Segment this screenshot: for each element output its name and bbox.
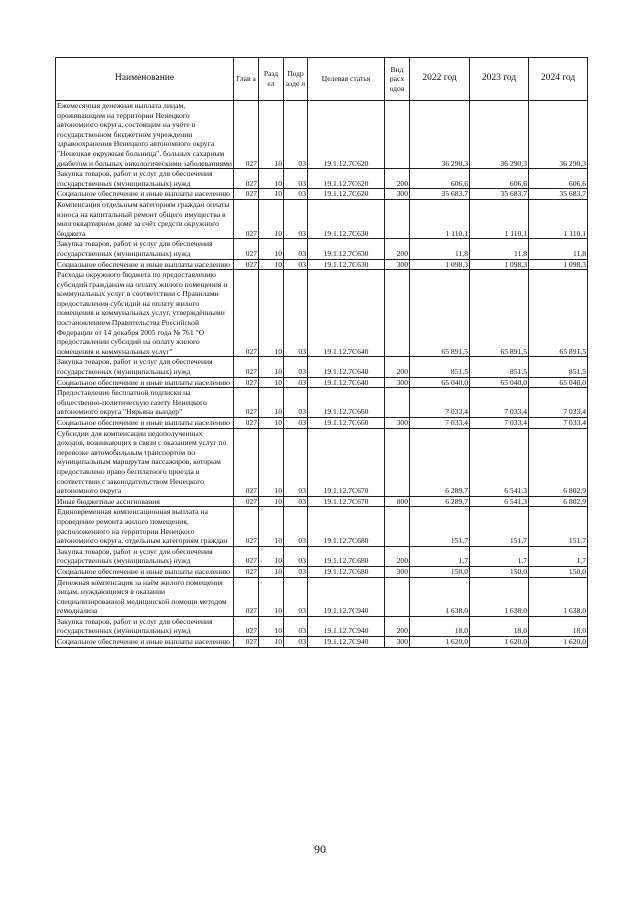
cell-y2023: 6 541,3 [470, 496, 529, 507]
table-row [56, 418, 588, 429]
cell-razdel: 10 [259, 616, 284, 636]
cell-y2023: 7 033,4 [470, 388, 529, 418]
cell-y2023: 35 683,7 [470, 189, 529, 200]
cell-y2022: 1 110,1 [410, 199, 470, 238]
table-row [56, 199, 588, 238]
cell-razdel: 10 [259, 101, 284, 169]
table-row [56, 388, 588, 418]
cell-podrazdel: 03 [284, 507, 308, 546]
cell-vid: 200 [385, 616, 410, 636]
cell-podrazdel: 03 [284, 377, 308, 388]
cell-name: Денежная компенсация за наём жилого помещения лицам, нуждающимся в оказании специализированной медицинской помощи методом гемодиализа [56, 577, 234, 616]
table-row [56, 377, 588, 388]
cell-y2022: 6 289,7 [410, 428, 470, 496]
cell-y2022: 11,8 [410, 239, 470, 259]
cell-glava: 027 [234, 577, 259, 616]
cell-y2024: 35 683,7 [529, 189, 588, 200]
cell-y2022: 150,0 [410, 566, 470, 577]
cell-y2022: 606,6 [410, 169, 470, 189]
table-row [56, 357, 588, 377]
header-glava: Глав а [234, 58, 259, 101]
cell-statya: 19.1.12.7С680 [308, 507, 385, 546]
cell-razdel: 10 [259, 199, 284, 238]
cell-glava: 027 [234, 566, 259, 577]
header-2023: 2023 год [470, 58, 529, 101]
table-row [56, 101, 588, 169]
table-body [56, 101, 588, 648]
cell-razdel: 10 [259, 496, 284, 507]
cell-statya: 19.1.12.7С620 [308, 101, 385, 169]
cell-glava: 027 [234, 507, 259, 546]
cell-vid [385, 577, 410, 616]
cell-statya: 19.1.12.7С670 [308, 428, 385, 496]
cell-y2024: 7 033,4 [529, 388, 588, 418]
cell-vid: 200 [385, 239, 410, 259]
cell-razdel: 10 [259, 239, 284, 259]
cell-y2022: 7 033,4 [410, 418, 470, 429]
table-row [56, 428, 588, 496]
cell-y2024: 7 033,4 [529, 418, 588, 429]
cell-statya: 19.1.12.7С630 [308, 199, 385, 238]
cell-vid: 200 [385, 169, 410, 189]
cell-y2024: 1 620,0 [529, 637, 588, 648]
cell-y2023: 1,7 [470, 546, 529, 566]
cell-podrazdel: 03 [284, 637, 308, 648]
table-row [56, 259, 588, 270]
header-vid: Вид расх одов [385, 58, 410, 101]
cell-vid: 800 [385, 496, 410, 507]
cell-name: Закупка товаров, работ и услуг для обеспечения государственных (муниципальных) нужд [56, 357, 234, 377]
cell-vid: 300 [385, 566, 410, 577]
cell-vid: 300 [385, 637, 410, 648]
page-number: 90 [314, 842, 326, 856]
table-row [56, 189, 588, 200]
cell-y2024: 1 110,1 [529, 199, 588, 238]
header-podrazdel: Подр азде л [284, 58, 308, 101]
cell-razdel: 10 [259, 189, 284, 200]
cell-glava: 027 [234, 199, 259, 238]
cell-y2022: 1 638,0 [410, 577, 470, 616]
cell-y2023: 7 033,4 [470, 418, 529, 429]
cell-glava: 027 [234, 239, 259, 259]
cell-vid: 300 [385, 259, 410, 270]
cell-y2023: 606,6 [470, 169, 529, 189]
cell-name: Социальное обеспечение и иные выплаты населению [56, 566, 234, 577]
cell-y2023: 1 110,1 [470, 199, 529, 238]
cell-y2024: 11,8 [529, 239, 588, 259]
cell-name: Закупка товаров, работ и услуг для обеспечения государственных (муниципальных) нужд [56, 616, 234, 636]
cell-statya: 19.1.12.7С620 [308, 189, 385, 200]
cell-glava: 027 [234, 388, 259, 418]
cell-statya: 19.1.12.7С670 [308, 496, 385, 507]
cell-statya: 19.1.12.7С940 [308, 577, 385, 616]
cell-y2023: 151,7 [470, 507, 529, 546]
cell-podrazdel: 03 [284, 189, 308, 200]
cell-y2022: 18,0 [410, 616, 470, 636]
cell-name: Закупка товаров, работ и услуг для обеспечения государственных (муниципальных) нужд [56, 546, 234, 566]
cell-y2023: 65 891,5 [470, 270, 529, 357]
cell-name: Закупка товаров, работ и услуг для обеспечения государственных (муниципальных) нужд [56, 169, 234, 189]
cell-glava: 027 [234, 428, 259, 496]
cell-razdel: 10 [259, 357, 284, 377]
cell-razdel: 10 [259, 577, 284, 616]
table-row [56, 507, 588, 546]
cell-y2023: 65 040,0 [470, 377, 529, 388]
cell-y2023: 11,8 [470, 239, 529, 259]
cell-y2024: 36 290,3 [529, 101, 588, 169]
cell-statya: 19.1.12.7С630 [308, 259, 385, 270]
cell-glava: 027 [234, 259, 259, 270]
cell-y2024: 6 802,9 [529, 428, 588, 496]
header-2022: 2022 год [410, 58, 470, 101]
cell-podrazdel: 03 [284, 101, 308, 169]
cell-podrazdel: 03 [284, 259, 308, 270]
cell-podrazdel: 03 [284, 418, 308, 429]
cell-glava: 027 [234, 101, 259, 169]
cell-statya: 19.1.12.7С680 [308, 566, 385, 577]
cell-vid [385, 428, 410, 496]
table-row [56, 496, 588, 507]
cell-y2022: 1 098,3 [410, 259, 470, 270]
cell-statya: 19.1.12.7С630 [308, 239, 385, 259]
cell-y2023: 36 290,3 [470, 101, 529, 169]
cell-glava: 027 [234, 169, 259, 189]
cell-y2023: 851,5 [470, 357, 529, 377]
cell-statya: 19.1.12.7С680 [308, 546, 385, 566]
table-row [56, 546, 588, 566]
budget-table [55, 57, 588, 648]
cell-statya: 19.1.12.7С940 [308, 616, 385, 636]
cell-name: Ежемесячная денежная выплата лицам, проживающим на территории Ненецкого автономного округа, состоящим на учёте в государственном бюджетном учреждении здравоохранения Ненецкого автономного округа "Ненецкая окружная больница", больных сахарным диабетом и больных онкологическими заболеваниями [57, 101, 232, 168]
cell-y2023: 150,0 [470, 566, 529, 577]
header-name: Наименование [56, 58, 234, 101]
cell-name: Предоставление бесплатной подписки на общественно-политическую газету Ненецкого автономного округа "Нярьяна вындер" [56, 388, 234, 418]
cell-y2022: 65 891,5 [410, 270, 470, 357]
table-row [56, 566, 588, 577]
cell-y2023: 1 638,0 [470, 577, 529, 616]
cell-y2023: 18,0 [470, 616, 529, 636]
header-row [56, 58, 588, 101]
cell-y2024: 65 040,0 [529, 377, 588, 388]
cell-statya: 19.1.12.7С660 [308, 388, 385, 418]
cell-vid: 300 [385, 418, 410, 429]
cell-podrazdel: 03 [284, 270, 308, 357]
cell-glava: 027 [234, 418, 259, 429]
cell-name: Социальное обеспечение и иные выплаты населению [56, 189, 234, 200]
cell-y2024: 18,0 [529, 616, 588, 636]
cell-name: Социальное обеспечение и иные выплаты населению [56, 418, 234, 429]
cell-razdel: 10 [259, 377, 284, 388]
cell-vid [385, 388, 410, 418]
cell-statya: 19.1.12.7С660 [308, 418, 385, 429]
cell-y2023: 1 098,3 [470, 259, 529, 270]
cell-y2024: 6 802,9 [529, 496, 588, 507]
cell-podrazdel: 03 [284, 546, 308, 566]
cell-podrazdel: 03 [284, 496, 308, 507]
cell-vid: 200 [385, 357, 410, 377]
table-row [56, 637, 588, 648]
cell-y2022: 851,5 [410, 357, 470, 377]
cell-vid: 300 [385, 189, 410, 200]
cell-statya: 19.1.12.7С620 [308, 169, 385, 189]
cell-y2024: 65 891,5 [529, 270, 588, 357]
cell-glava: 027 [234, 496, 259, 507]
cell-name: Единовременная компенсационная выплата на проведение ремонта жилого помещения, расположенного на территории Ненецкого автономного округа, отдельным категориям граждан [56, 507, 234, 546]
cell-y2022: 35 683,7 [410, 189, 470, 200]
table-row [56, 616, 588, 636]
cell-statya: 19.1.12.7С640 [308, 270, 385, 357]
table-row [56, 270, 588, 357]
cell-y2022: 7 033,4 [410, 388, 470, 418]
cell-y2022: 6 289,7 [410, 496, 470, 507]
cell-name: Субсидии для компенсации недополученных доходов, возникающих в связи с оказанием услуг по перевозке автомобильным транспортом по муниципальным маршрутам пассажиров, которым предоставлено право бесплатного проезда в соответствии с законодательством Ненецкого автономного округа [56, 428, 234, 496]
cell-razdel: 10 [259, 566, 284, 577]
cell-podrazdel: 03 [284, 577, 308, 616]
cell-name: Социальное обеспечение и иные выплаты населению [56, 259, 234, 270]
cell-vid [385, 270, 410, 357]
cell-vid: 300 [385, 377, 410, 388]
cell-y2022: 65 040,0 [410, 377, 470, 388]
cell-razdel: 10 [259, 388, 284, 418]
cell-glava: 027 [234, 377, 259, 388]
cell-y2024: 606,6 [529, 169, 588, 189]
cell-y2022: 151,7 [410, 507, 470, 546]
cell-podrazdel: 03 [284, 169, 308, 189]
cell-razdel: 10 [259, 428, 284, 496]
cell-podrazdel: 03 [284, 239, 308, 259]
cell-y2022: 1,7 [410, 546, 470, 566]
cell-razdel: 10 [259, 169, 284, 189]
cell-y2024: 151,7 [529, 507, 588, 546]
cell-y2024: 1,7 [529, 546, 588, 566]
cell-vid: 200 [385, 546, 410, 566]
header-2024: 2024 год [529, 58, 588, 101]
cell-y2022: 36 290,3 [410, 101, 470, 169]
cell-podrazdel: 03 [284, 199, 308, 238]
cell-podrazdel: 03 [284, 428, 308, 496]
cell-y2023: 1 620,0 [470, 637, 529, 648]
cell-glava: 027 [234, 270, 259, 357]
cell-glava: 027 [234, 637, 259, 648]
cell-podrazdel: 03 [284, 388, 308, 418]
cell-statya: 19.1.12.7С940 [308, 637, 385, 648]
cell-vid [385, 507, 410, 546]
table-row [56, 169, 588, 189]
cell-razdel: 10 [259, 546, 284, 566]
cell-name: Компенсация отдельным категориям граждан оплаты взноса на капитальный ремонт общего имущества в многоквартирном доме за счёт средств окружного бюджета [56, 199, 234, 238]
cell-glava: 027 [234, 189, 259, 200]
cell-vid [385, 101, 410, 169]
cell-y2022: 1 620,0 [410, 637, 470, 648]
cell-statya: 19.1.12.7С640 [308, 357, 385, 377]
cell-podrazdel: 03 [284, 357, 308, 377]
cell-y2024: 851,5 [529, 357, 588, 377]
cell-vid [385, 199, 410, 238]
cell-glava: 027 [234, 546, 259, 566]
cell-y2024: 150,0 [529, 566, 588, 577]
table-row [56, 577, 588, 616]
cell-name: Расходы окружного бюджета по предоставлению субсидий гражданам на оплату жилого помещения и коммунальных услуг в соответствии с Правилами предоставления субсидий на оплату жилого помещения и коммунальных услуг, утверждёнными постановлением Правительства Российской Федерации от 14 декабря 2005 года № 761 "О предоставлении субсидий на оплату жилого помещения и коммунальных услуг" [56, 270, 234, 357]
header-statya: Целевая статья [308, 58, 385, 101]
cell-y2023: 6 541,3 [470, 428, 529, 496]
cell-name: Иные бюджетные ассигнования [56, 496, 234, 507]
cell-podrazdel: 03 [284, 616, 308, 636]
cell-y2024: 1 638,0 [529, 577, 588, 616]
cell-razdel: 10 [259, 418, 284, 429]
cell-name: Социальное обеспечение и иные выплаты населению [56, 637, 234, 648]
cell-glava: 027 [234, 616, 259, 636]
cell-razdel: 10 [259, 507, 284, 546]
cell-statya: 19.1.12.7С640 [308, 377, 385, 388]
cell-y2024: 1 098,3 [529, 259, 588, 270]
cell-glava: 027 [234, 357, 259, 377]
cell-podrazdel: 03 [284, 566, 308, 577]
cell-razdel: 10 [259, 270, 284, 357]
cell-razdel: 10 [259, 637, 284, 648]
cell-name: Закупка товаров, работ и услуг для обеспечения государственных (муниципальных) нужд [56, 239, 234, 259]
cell-razdel: 10 [259, 259, 284, 270]
header-razdel: Разд ел [259, 58, 284, 101]
table-row [56, 239, 588, 259]
cell-name: Социальное обеспечение и иные выплаты населению [56, 377, 234, 388]
